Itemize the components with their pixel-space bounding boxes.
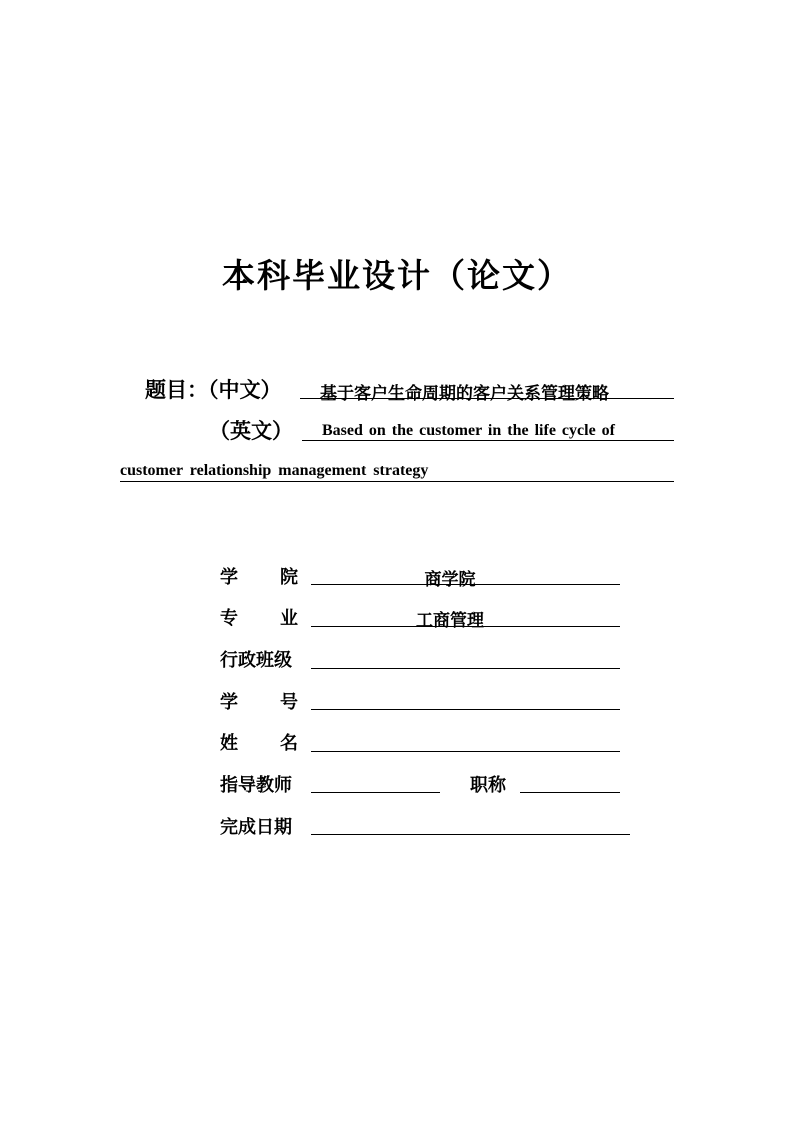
student-id-label-2: 号 (280, 692, 298, 713)
class-underline (311, 668, 620, 669)
advisor-title-label: 职称 (470, 775, 506, 796)
name-underline (311, 751, 620, 752)
class-label: 行政班级 (220, 650, 292, 671)
student-id-underline (311, 709, 620, 710)
college-value: 商学院 (424, 570, 476, 590)
major-label-1: 专 (220, 608, 238, 629)
topic-cn-title: 基于客户生命周期的客户关系管理策略 (320, 384, 609, 404)
topic-en-title-line2: customer relationship management strategy (120, 462, 429, 479)
completion-date-underline (311, 834, 630, 835)
topic-en-label: （英文） (209, 418, 293, 443)
name-label-1: 姓 (220, 733, 238, 754)
student-id-label-1: 学 (220, 692, 238, 713)
advisor-title-underline (520, 792, 620, 793)
college-label-2: 院 (280, 567, 298, 588)
topic-cn-label: 题目：（中文） (145, 377, 282, 402)
topic-en-underline-2 (120, 481, 674, 482)
main-title: 本科毕业设计（论文） (222, 256, 572, 295)
college-label-1: 学 (220, 567, 238, 588)
topic-en-title-line1: Based on the customer in the life cycle of (322, 422, 615, 439)
completion-date-label: 完成日期 (220, 817, 292, 838)
advisor-underline (311, 792, 440, 793)
major-label-2: 业 (280, 608, 298, 629)
advisor-label: 指导教师 (220, 775, 292, 796)
major-value: 工商管理 (416, 611, 484, 631)
name-label-2: 名 (280, 733, 298, 754)
topic-en-underline-1 (302, 440, 674, 441)
